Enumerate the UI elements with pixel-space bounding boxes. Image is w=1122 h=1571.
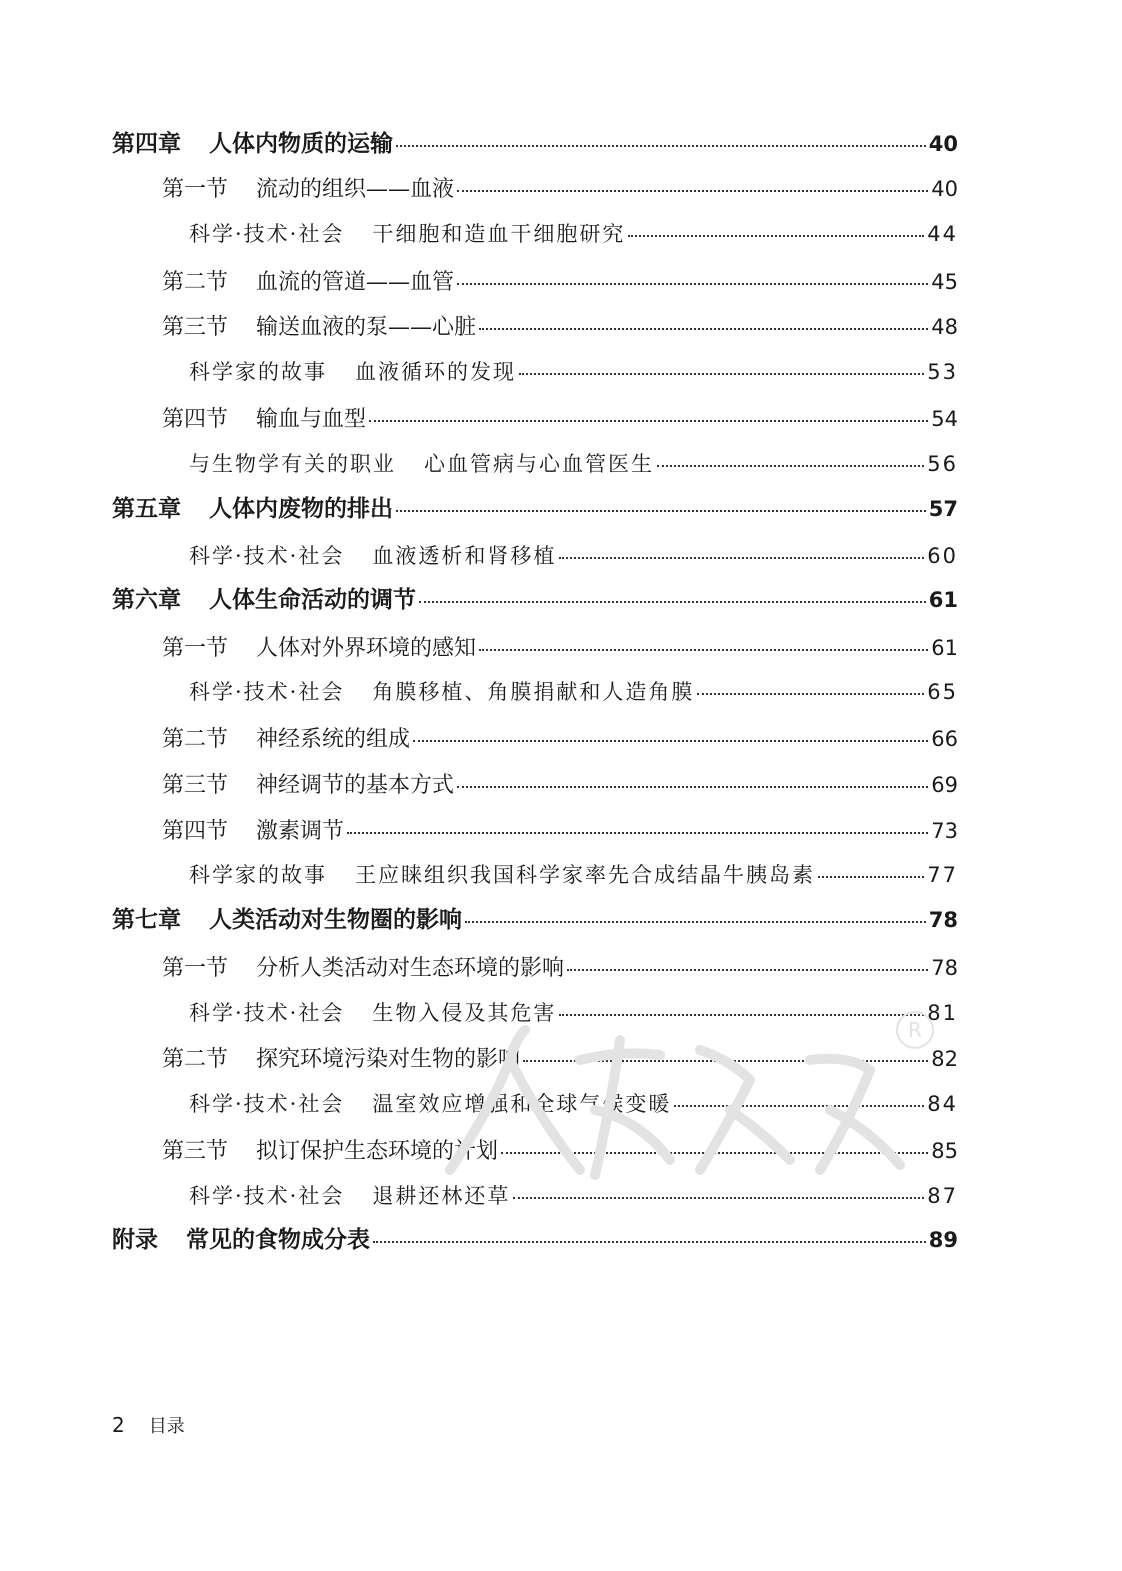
toc-entry-label: 第一节 xyxy=(162,177,229,202)
toc-entry-label: 第四章 xyxy=(112,130,181,157)
toc-entry-title xyxy=(162,722,410,753)
toc-page-number: 69 xyxy=(931,773,958,797)
dot-leader xyxy=(513,1197,924,1199)
toc-entry-text: 王应睐组织我国科学家率先合成结晶牛胰岛素 xyxy=(355,863,815,887)
toc-entry-label: 第一节 xyxy=(162,636,229,661)
toc-entry-section[interactable] xyxy=(162,310,958,350)
toc-page-number: 61 xyxy=(931,636,958,660)
footer-page-number: 2 xyxy=(112,1413,125,1437)
toc-entry-text: 拟订保护生态环境的计划 xyxy=(256,1139,499,1164)
toc-entry-title xyxy=(162,265,454,296)
toc-entry-title xyxy=(189,218,625,248)
toc-entry-label: 附录 xyxy=(112,1226,158,1253)
toc-page-number: 85 xyxy=(931,1139,958,1163)
dot-leader xyxy=(479,649,928,651)
toc-entry-feature[interactable] xyxy=(189,356,958,396)
toc-entry-section[interactable] xyxy=(162,722,958,762)
toc-page-number: 65 xyxy=(927,680,958,704)
toc-entry-title xyxy=(162,814,344,845)
toc-page-number: 45 xyxy=(931,270,958,294)
dot-leader xyxy=(465,921,926,923)
toc-entry-label: 第四节 xyxy=(162,407,229,432)
toc-entry-chapter[interactable] xyxy=(112,1221,958,1261)
toc-entry-section[interactable] xyxy=(162,172,958,212)
toc-entry-text: 流动的组织——血液 xyxy=(256,177,455,202)
toc-page-number: 54 xyxy=(931,407,958,431)
toc-entry-title xyxy=(112,125,393,158)
toc-entry-text: 探究环境污染对生物的影响 xyxy=(256,1047,521,1072)
toc-entry-title xyxy=(189,540,556,570)
dot-leader xyxy=(697,693,924,695)
toc-page-number: 61 xyxy=(928,588,958,612)
toc-entry-text: 退耕还林还草 xyxy=(372,1184,511,1208)
toc-page-number: 89 xyxy=(928,1228,958,1252)
dot-leader xyxy=(567,969,928,971)
dot-leader xyxy=(501,1152,928,1154)
toc-entry-label: 第七章 xyxy=(112,906,181,933)
toc-entry-section[interactable] xyxy=(162,631,958,671)
dot-leader xyxy=(628,235,924,237)
toc-page-number: 81 xyxy=(927,1001,958,1025)
toc-entry-title xyxy=(162,1042,520,1073)
toc-entry-text: 激素调节 xyxy=(256,819,345,844)
toc-entry-text: 常见的食物成分表 xyxy=(186,1226,370,1253)
toc-entry-section[interactable] xyxy=(162,1134,958,1174)
toc-entry-text: 神经系统的组成 xyxy=(256,727,411,752)
toc-entry-label: 第四节 xyxy=(162,819,229,844)
toc-entry-text: 人体对外界环境的感知 xyxy=(256,636,477,661)
dot-leader xyxy=(419,601,926,603)
toc-entry-title xyxy=(189,859,815,889)
toc-entry-label: 与生物学有关的职业 xyxy=(189,452,396,476)
toc-entry-label: 第三节 xyxy=(162,773,229,798)
toc-entry-title xyxy=(189,448,654,478)
toc-entry-title xyxy=(189,356,516,386)
toc-entry-label: 第二节 xyxy=(162,270,229,295)
toc-entry-title xyxy=(162,631,476,662)
dot-leader xyxy=(818,876,924,878)
toc-entry-title xyxy=(189,676,694,706)
dot-leader xyxy=(396,145,926,147)
toc-entry-title xyxy=(162,768,454,799)
toc-entry-label: 第三节 xyxy=(162,315,229,340)
dot-leader xyxy=(457,190,928,192)
toc-entry-section[interactable] xyxy=(162,1042,958,1082)
toc-entry-feature[interactable] xyxy=(189,997,958,1037)
toc-entry-section[interactable] xyxy=(162,402,958,442)
toc-entry-title xyxy=(112,901,462,934)
toc-entry-text: 血液循环的发现 xyxy=(355,360,516,384)
toc-entry-label: 科学·技术·社会 xyxy=(189,222,345,246)
toc-entry-text: 人体内物质的运输 xyxy=(209,130,393,157)
toc-entry-text: 输送血液的泵——心脏 xyxy=(256,315,477,340)
toc-entry-label: 科学家的故事 xyxy=(189,863,327,887)
toc-entry-text: 角膜移植、角膜捐献和人造角膜 xyxy=(372,680,695,704)
toc-page-number: 84 xyxy=(927,1092,958,1116)
toc-entry-label: 第三节 xyxy=(162,1139,229,1164)
toc-page-number: 57 xyxy=(928,497,958,521)
toc-entry-label: 第五章 xyxy=(112,495,181,522)
toc-page-number: 60 xyxy=(927,544,958,568)
toc-entry-section[interactable] xyxy=(162,265,958,305)
toc-entry-label: 第二节 xyxy=(162,1047,229,1072)
toc-entry-feature[interactable] xyxy=(189,218,958,258)
toc-entry-text: 心血管病与心血管医生 xyxy=(424,452,654,476)
toc-entry-chapter[interactable] xyxy=(112,901,958,941)
toc-page-number: 56 xyxy=(927,452,958,476)
toc-page-number: 77 xyxy=(927,863,958,887)
toc-entry-title xyxy=(162,172,454,203)
toc-entry-feature[interactable] xyxy=(189,540,958,580)
toc-entry-label: 科学家的故事 xyxy=(189,360,327,384)
toc-page-number: 73 xyxy=(931,819,958,843)
dot-leader xyxy=(657,465,924,467)
toc-entry-title xyxy=(189,1180,510,1210)
toc-page-number: 66 xyxy=(931,727,958,751)
dot-leader xyxy=(457,283,928,285)
toc-entry-text: 分析人类活动对生态环境的影响 xyxy=(256,956,565,981)
toc-entry-label: 科学·技术·社会 xyxy=(189,1001,345,1025)
toc-entry-text: 输血与血型 xyxy=(256,407,367,432)
toc-page-number: 44 xyxy=(927,222,958,246)
toc-page-number: 48 xyxy=(931,315,958,339)
toc-entry-text: 神经调节的基本方式 xyxy=(256,773,455,798)
page-footer xyxy=(112,1412,185,1438)
dot-leader xyxy=(396,510,926,512)
toc-entry-text: 人类活动对生物圈的影响 xyxy=(209,906,462,933)
dot-leader xyxy=(347,832,928,834)
toc-entry-label: 科学·技术·社会 xyxy=(189,1184,345,1208)
toc-entry-title xyxy=(189,1088,671,1118)
toc-entry-text: 血流的管道——血管 xyxy=(256,270,455,295)
toc-entry-text: 人体生命活动的调节 xyxy=(209,586,416,613)
toc-entry-section[interactable] xyxy=(162,951,958,991)
toc-entry-title xyxy=(112,581,416,614)
toc-entry-section[interactable] xyxy=(162,814,958,854)
toc-entry-title xyxy=(189,997,556,1027)
footer-label: 目录 xyxy=(148,1416,185,1437)
dot-leader xyxy=(413,740,928,742)
toc-entry-chapter[interactable] xyxy=(112,581,958,621)
toc-entry-section[interactable] xyxy=(162,768,958,808)
toc-entry-text: 人体内废物的排出 xyxy=(209,495,393,522)
toc-page-number: 40 xyxy=(928,132,958,156)
toc-entry-title xyxy=(112,490,393,523)
dot-leader xyxy=(674,1105,924,1107)
dot-leader xyxy=(479,328,928,330)
dot-leader xyxy=(519,373,924,375)
dot-leader xyxy=(559,1014,924,1016)
toc-entry-chapter[interactable] xyxy=(112,125,958,165)
toc-page-number: 53 xyxy=(927,360,958,384)
dot-leader xyxy=(457,786,928,788)
dot-leader xyxy=(373,1241,926,1243)
toc-entry-text: 干细胞和造血干细胞研究 xyxy=(372,222,626,246)
toc-entry-text: 生物入侵及其危害 xyxy=(372,1001,557,1025)
toc-page-number: 78 xyxy=(928,908,958,932)
toc-entry-title xyxy=(162,402,366,433)
svg-text:R: R xyxy=(908,1018,922,1042)
dot-leader xyxy=(559,557,924,559)
toc-entry-label: 第六章 xyxy=(112,586,181,613)
dot-leader xyxy=(369,420,928,422)
toc-entry-feature[interactable] xyxy=(189,676,958,716)
toc-entry-feature[interactable] xyxy=(189,1180,958,1220)
toc-entry-text: 温室效应增强和全球气候变暖 xyxy=(372,1092,672,1116)
toc-entry-label: 第一节 xyxy=(162,956,229,981)
toc-entry-text: 血液透析和肾移植 xyxy=(372,544,557,568)
toc-page-number: 82 xyxy=(931,1047,958,1071)
dot-leader xyxy=(523,1060,928,1062)
toc-entry-title xyxy=(162,310,476,341)
toc-entry-label: 第二节 xyxy=(162,727,229,752)
toc-entry-label: 科学·技术·社会 xyxy=(189,1092,345,1116)
toc-entry-title xyxy=(162,1134,498,1165)
toc-entry-label: 科学·技术·社会 xyxy=(189,544,345,568)
toc-entry-feature[interactable] xyxy=(189,448,958,488)
toc-entry-feature[interactable] xyxy=(189,859,958,899)
toc-entry-chapter[interactable] xyxy=(112,490,958,530)
toc-page-number: 87 xyxy=(927,1184,958,1208)
toc-entry-title xyxy=(112,1221,370,1254)
toc-page-number: 40 xyxy=(931,177,958,201)
toc-entry-label: 科学·技术·社会 xyxy=(189,680,345,704)
toc-entry-feature[interactable] xyxy=(189,1088,958,1128)
toc-entry-title xyxy=(162,951,564,982)
toc-page-number: 78 xyxy=(931,956,958,980)
